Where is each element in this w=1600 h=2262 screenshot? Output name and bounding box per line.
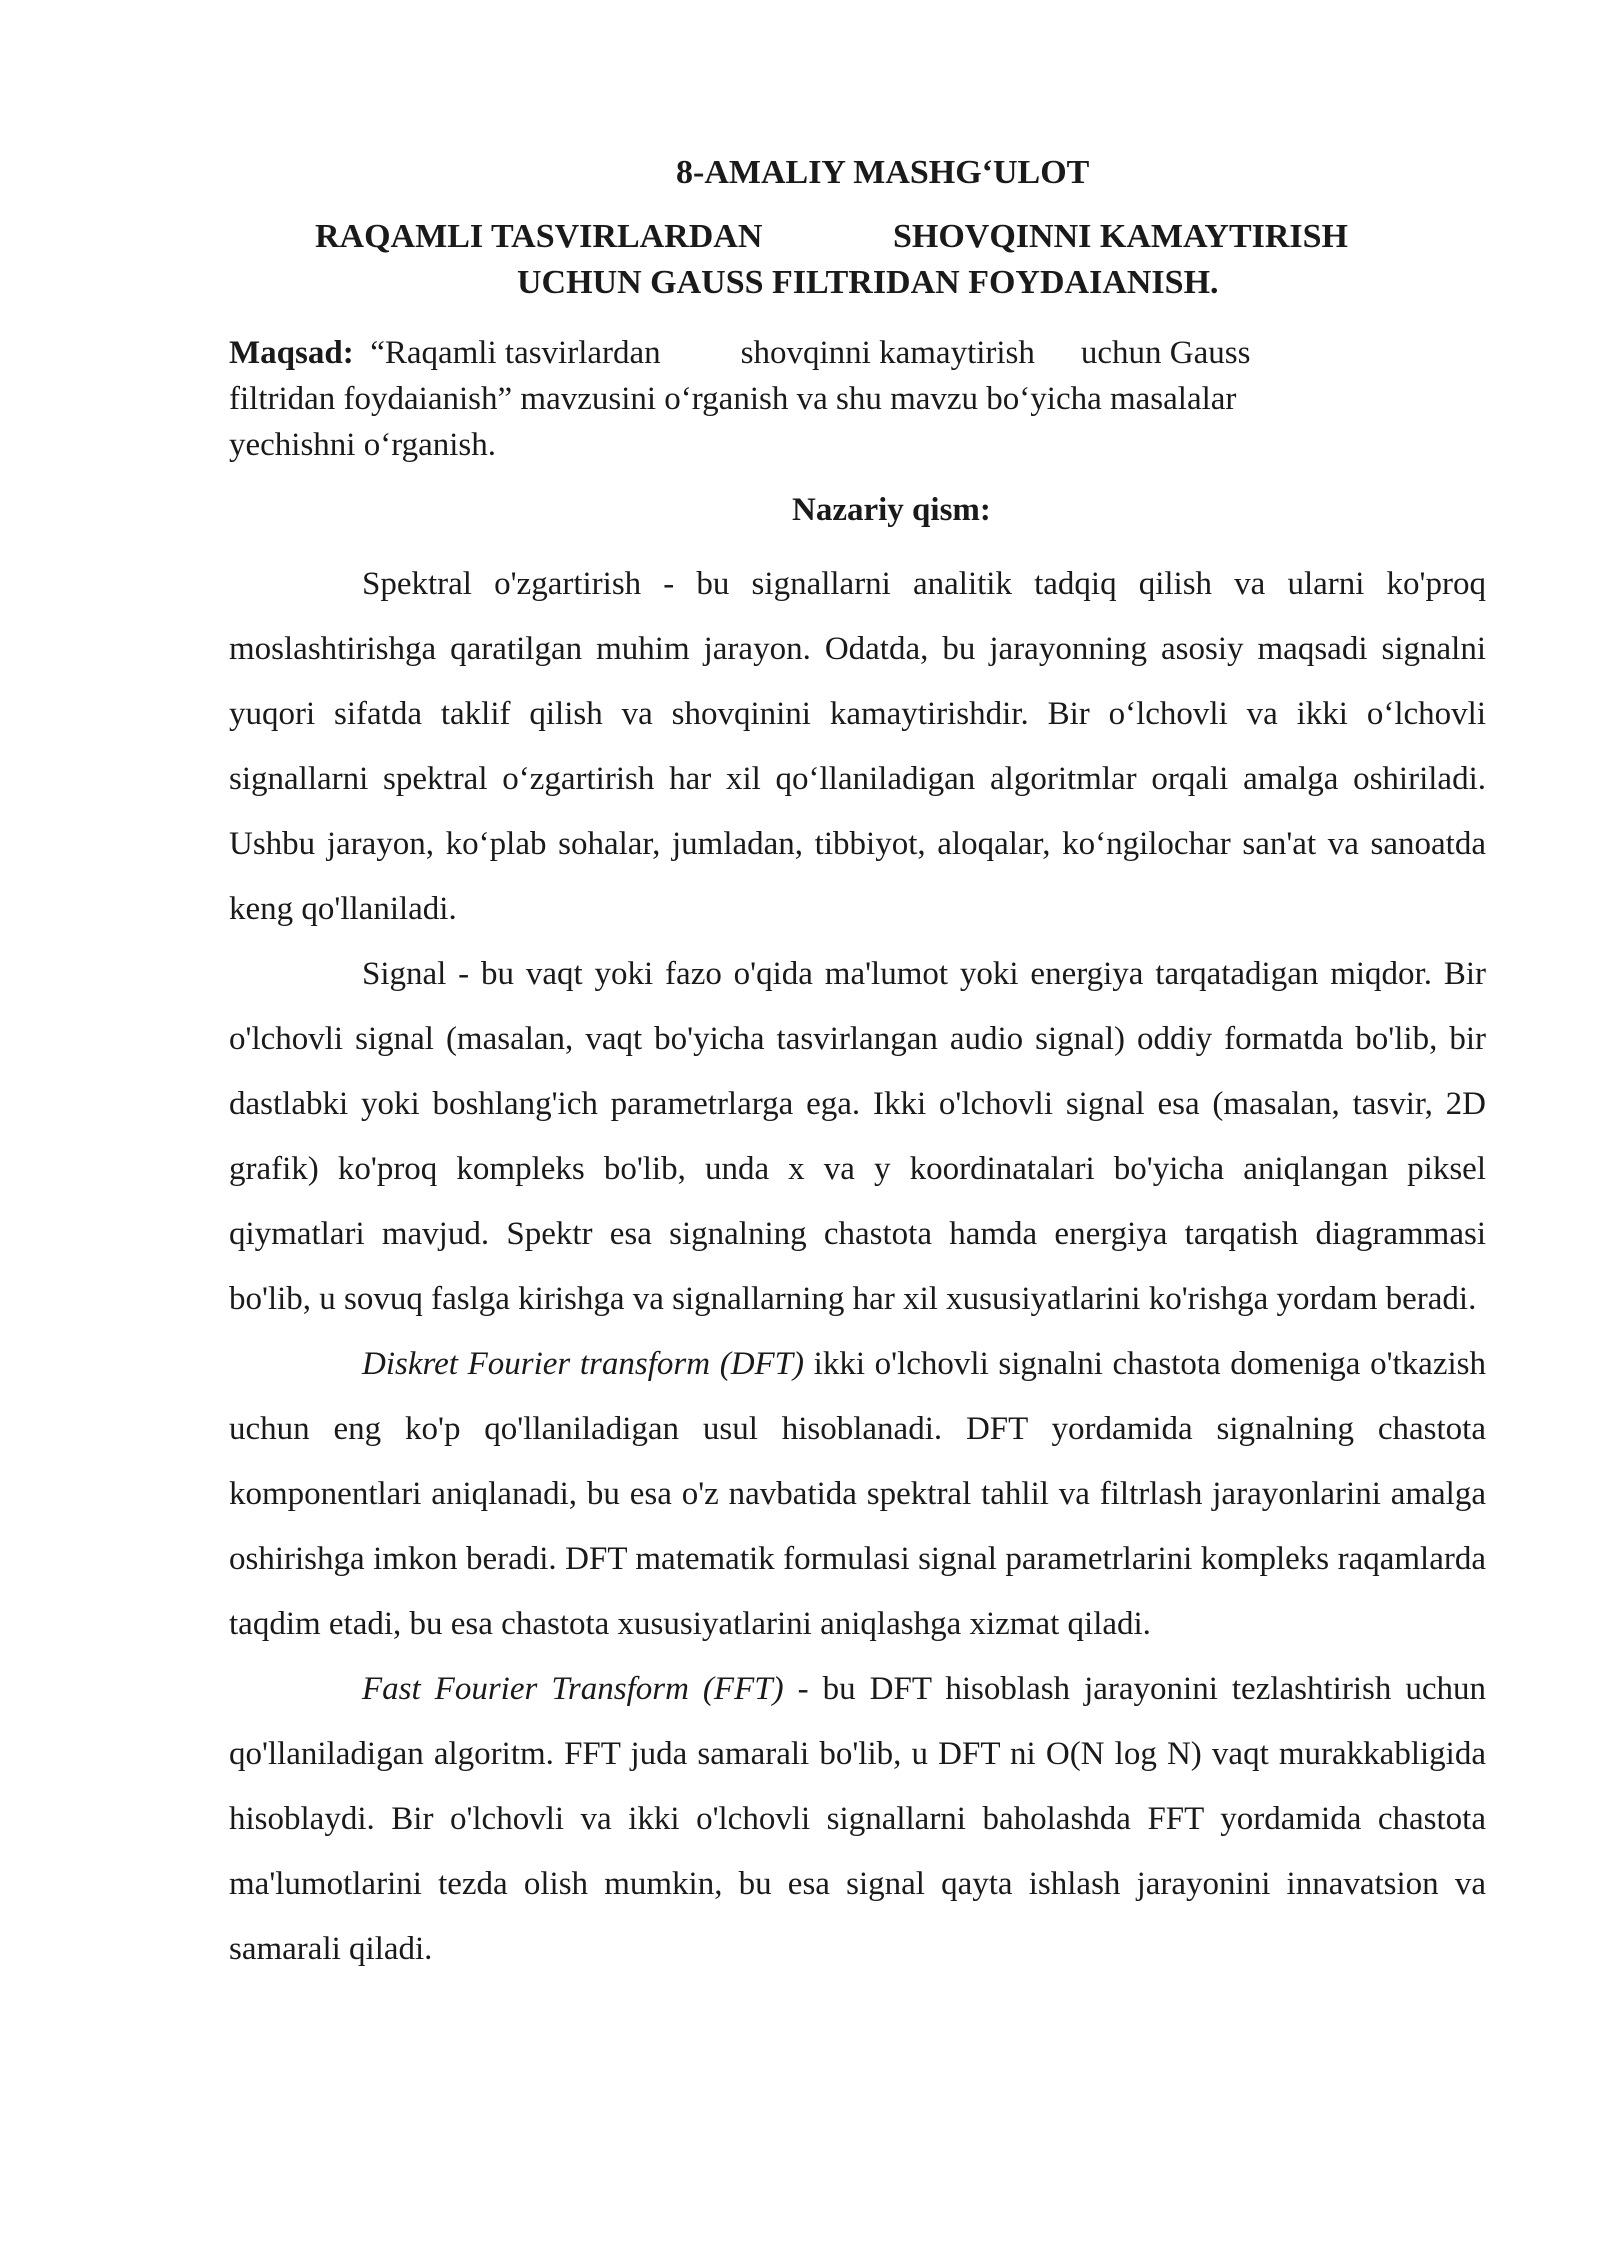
body-text — [229, 552, 1486, 1982]
goal-text-1a: “Raqamli tasvirlardan — [370, 335, 661, 371]
goal-line-1 — [229, 330, 1389, 376]
goal-line-2: filtridan foydaianish” mavzusini o‘rganish va shu mavzu bo‘yicha masalalar — [229, 381, 1237, 417]
paragraph-signal: Signal - bu vaqt yoki fazo o'qida ma'lumot yoki energiya tarqatadigan miqdor. Bir o'lchovli signal (masalan, vaqt bo'yicha tasvirlangan audio signal) oddiy formatda bo'lib, bir dastlabki yoki boshlang'ich parametrlarga ega. Ikki o'lchovli signal esa (masalan, tasvir, 2D grafik) ko'proq kompleks bo'lib, unda x va y koordinatalari bo'yicha aniqlangan piksel qiymatlari mavjud. Spektr esa signalning chastota hamda energiya tarqatish diagrammasi bo'lib, u sovuq faslga kirishga va signallarning har xil xususiyatlarini ko'rishga yordam beradi. — [229, 956, 1486, 1317]
goal-block — [229, 330, 1389, 468]
subtitle-line2: UCHUN GAUSS FILTRIDAN FOYDAIANISH. — [517, 264, 1219, 301]
paragraph-spectral: Spektral o'zgartirish - bu signallarni analitik tadqiq qilish va ularni ko'proq moslashtirishga qaratilgan muhim jarayon. Odatda, bu jarayonning asosiy maqsadi signalni yuqori sifatda taklif qilish va shovqinini kamaytirishdir. Bir o‘lchovli va ikki o‘lchovli signallarni spektral o‘zgartirish har xil qo‘llaniladigan algoritmlar orqali amalga oshiriladi. Ushbu jarayon, ko‘plab sohalar, jumladan, tibbiyot, aloqalar, ko‘ngilochar san'at va sanoatda keng qo'llaniladi. — [229, 566, 1486, 927]
subtitle-line1-part2: SHOVQINNI KAMAYTIRISH — [893, 218, 1348, 255]
goal-label: Maqsad: — [229, 335, 354, 371]
dft-text: ikki o'lchovli signalni chastota domeniga o'tkazish uchun eng ko'p qo'llaniladigan usul hisoblanadi. DFT yordamida signalning chastota komponentlari aniqlanadi, bu esa o'z navbatida spektral tahlil va filtrlash jarayonlarini amalga oshirishga imkon beradi. DFT matematik formulasi signal parametrlarini kompleks raqamlarda taqdim etadi, bu esa chastota xususiyatlarini aniqlashga xizmat qiladi. — [229, 1346, 1486, 1642]
dft-term: Diskret Fourier transform (DFT) — [362, 1346, 805, 1382]
paragraph-dft — [229, 1332, 1486, 1657]
fft-term: Fast Fourier Transform (FFT) — [362, 1671, 784, 1707]
goal-text-1b: shovqinni kamaytirish — [740, 335, 1035, 371]
section-heading: Nazariy qism: — [792, 492, 991, 528]
subtitle-line1-part1: RAQAMLI TASVIRLARDAN — [315, 218, 763, 255]
document-title: 8-AMALIY MASHG‘ULOT — [676, 154, 1090, 191]
fft-text: - bu DFT hisoblash jarayonini tezlashtirish uchun qo'llaniladigan algoritm. FFT juda samarali bo'lib, u DFT ni O(N log N) vaqt murakkabligida hisoblaydi. Bir o'lchovli va ikki o'lchovli signallarni baholashda FFT yordamida chastota ma'lumotlarini tezda olish mumkin, bu esa signal qayta ishlash jarayonini innavatsion va samarali qiladi. — [229, 1671, 1486, 1967]
paragraph-fft — [229, 1657, 1486, 1982]
goal-text-1c: uchun Gauss — [1080, 335, 1251, 371]
goal-line-3: yechishni o‘rganish. — [229, 427, 497, 463]
